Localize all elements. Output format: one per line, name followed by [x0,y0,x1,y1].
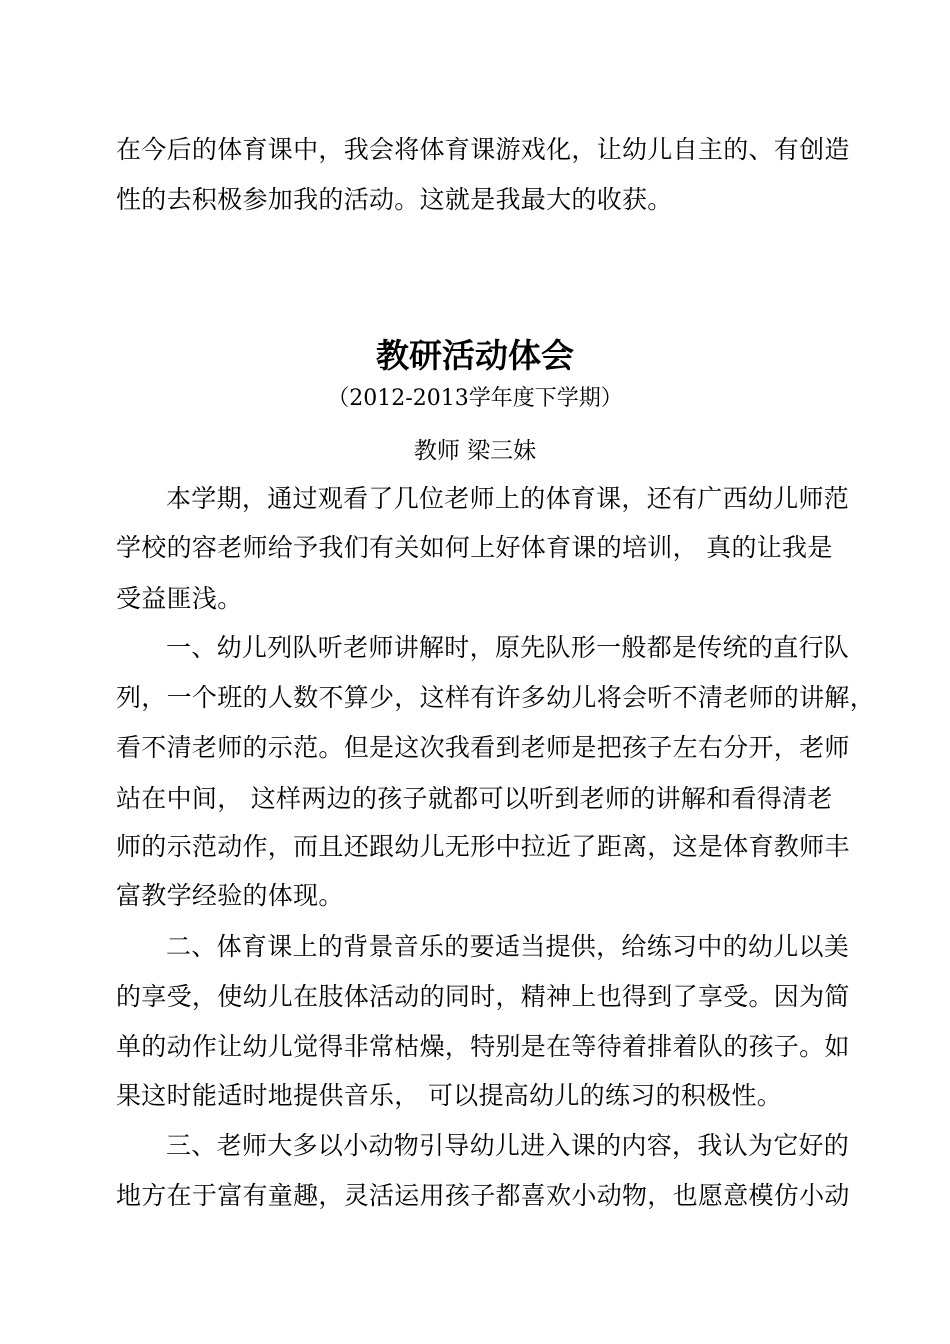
paragraph-line: 站在中间， 这样两边的孩子就都可以听到老师的讲解和看得清老 [116,784,833,813]
paragraph-line: 富教学经验的体现。 [116,881,344,910]
intro-line: 性的去积极参加我的活动。这就是我最大的收获。 [116,185,673,214]
paragraph-line: 看不清老师的示范。但是这次我看到老师是把孩子左右分开，老师 [116,733,850,762]
paragraph-line: 列，一个班的人数不算少，这样有许多幼儿将会听不清老师的讲解， [116,683,876,712]
paragraph-line: 本学期，通过观看了几位老师上的体育课，还有广西幼儿师范 [166,484,850,513]
paragraph-line: 果这时能适时地提供音乐， 可以提高幼儿的练习的积极性。 [116,1081,783,1110]
paragraph-line: 单的动作让幼儿觉得非常枯燥，特别是在等待着排着队的孩子。如 [116,1032,850,1061]
paragraph-line: 师的示范动作，而且还跟幼儿无形中拉近了距离，这是体育教师丰 [116,832,850,861]
author-line: 教师 梁三妹 [413,438,537,464]
page-title: 教研活动体会 [376,336,574,375]
intro-line: 在今后的体育课中，我会将体育课游戏化，让幼儿自主的、有创造 [116,135,850,164]
paragraph-line: 的享受，使幼儿在肢体活动的同时，精神上也得到了享受。因为简 [116,982,850,1011]
paragraph-line: 地方在于富有童趣，灵活运用孩子都喜欢小动物，也愿意模仿小动 [116,1181,850,1210]
paragraph-line: 三、老师大多以小动物引导幼儿进入课的内容，我认为它好的 [166,1131,850,1160]
paragraph-line: 受益匪浅。 [116,584,243,613]
paragraph-line: 一、幼儿列队听老师讲解时，原先队形一般都是传统的直行队 [166,633,850,662]
page-subtitle: （2012-2013学年度下学期） [327,386,623,411]
paragraph-line: 二、体育课上的背景音乐的要适当提供，给练习中的幼儿以美 [166,932,850,961]
paragraph-line: 学校的容老师给予我们有关如何上好体育课的培训， 真的让我是 [116,533,833,562]
